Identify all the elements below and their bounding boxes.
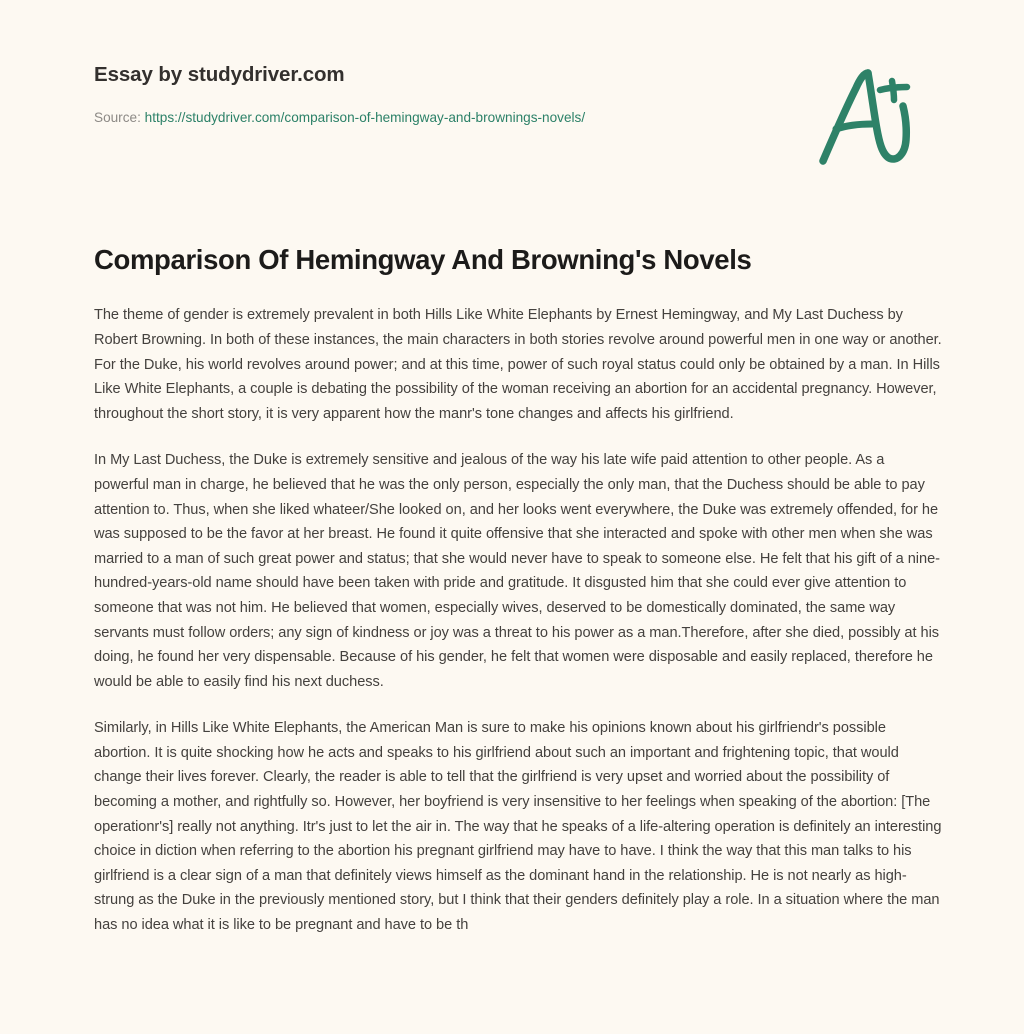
header-text-block — [94, 63, 734, 126]
article-paragraph: In My Last Duchess, the Duke is extremely sensitive and jealous of the way his late wife paid attention to other people. As a powerful man in charge, he believed that he was the only person, especially the only man, that the Duchess should be able to pay attention to. Thus, when she liked whateer/She looked on, and her looks went everywhere, the Duke was extremely offended, for he was supposed to be the favor at her breast. He found it quite offensive that she interacted and spoke with other men when she was married to a man of such great power and status; that she would never have to speak to someone else. He felt that his gift of a nine-hundred-years-old name should have been taken with pride and gratitude. It disgusted him that she could ever give attention to someone that was not him. He believed that women, especially wives, deserved to be domestically dominated, the same way servants must follow orders; any sign of kindness or joy was a threat to his power as a man.Therefore, after she died, possibly at his doing, he found her very dispensable. Because of his gender, he felt that women were disposable and easily replaced, therefore he would be able to easily find his next duchess. — [94, 452, 940, 690]
page-header — [0, 0, 1024, 200]
source-label: Source: — [94, 109, 141, 125]
source-url-link[interactable]: https://studydriver.com/comparison-of-hemingway-and-brownings-novels/ — [144, 109, 586, 125]
article-paragraph: The theme of gender is extremely prevalent in both Hills Like White Elephants by Ernest Hemingway, and My Last Duchess by Robert Browning. In both of these instances, the main characters in both stories revolve around powerful men in one way or another. For the Duke, his world revolves around power; and at this time, power of such royal status could only be obtained by a man. In Hills Like White Elephants, a couple is debating the possibility of the woman receiving an abortion for an accidental pregnancy. However, throughout the short story, it is very apparent how the manr's tone changes and affects his girlfriend. — [94, 307, 942, 422]
source-line — [94, 88, 734, 127]
article — [94, 243, 943, 938]
byline: Essay by studydriver.com — [94, 63, 345, 86]
a-plus-logo-svg — [812, 62, 916, 172]
a-plus-logo-icon — [812, 62, 916, 172]
article-body — [94, 277, 943, 937]
page-title: Comparison Of Hemingway And Browning's Novels — [94, 244, 752, 275]
article-paragraph: Similarly, in Hills Like White Elephants, the American Man is sure to make his opinions known about his girlfriendr's possible abortion. It is quite shocking how he acts and speaks to his girlfriend about such an important and frightening topic, that would change their lives forever. Clearly, the reader is able to tell that the girlfriend is very upset and worried about the possibility of becoming a mother, and rightfully so. However, her boyfriend is very insensitive to her feelings when speaking of the abortion: [The operationr's] really not anything. Itr's just to let the air in. The way that he speaks of a life-altering operation is definitely an interesting choice in diction when referring to the abortion his pregnant girlfriend may have to have. I think the way that this man talks to his girlfriend is a clear sign of a man that definitely views himself as the dominant hand in the relationship. He is not nearly as high-strung as the Duke in the previously mentioned story, but I think that their genders definitely play a role. In a situation where the man has no idea what it is like to be pregnant and have to be th — [94, 720, 942, 934]
